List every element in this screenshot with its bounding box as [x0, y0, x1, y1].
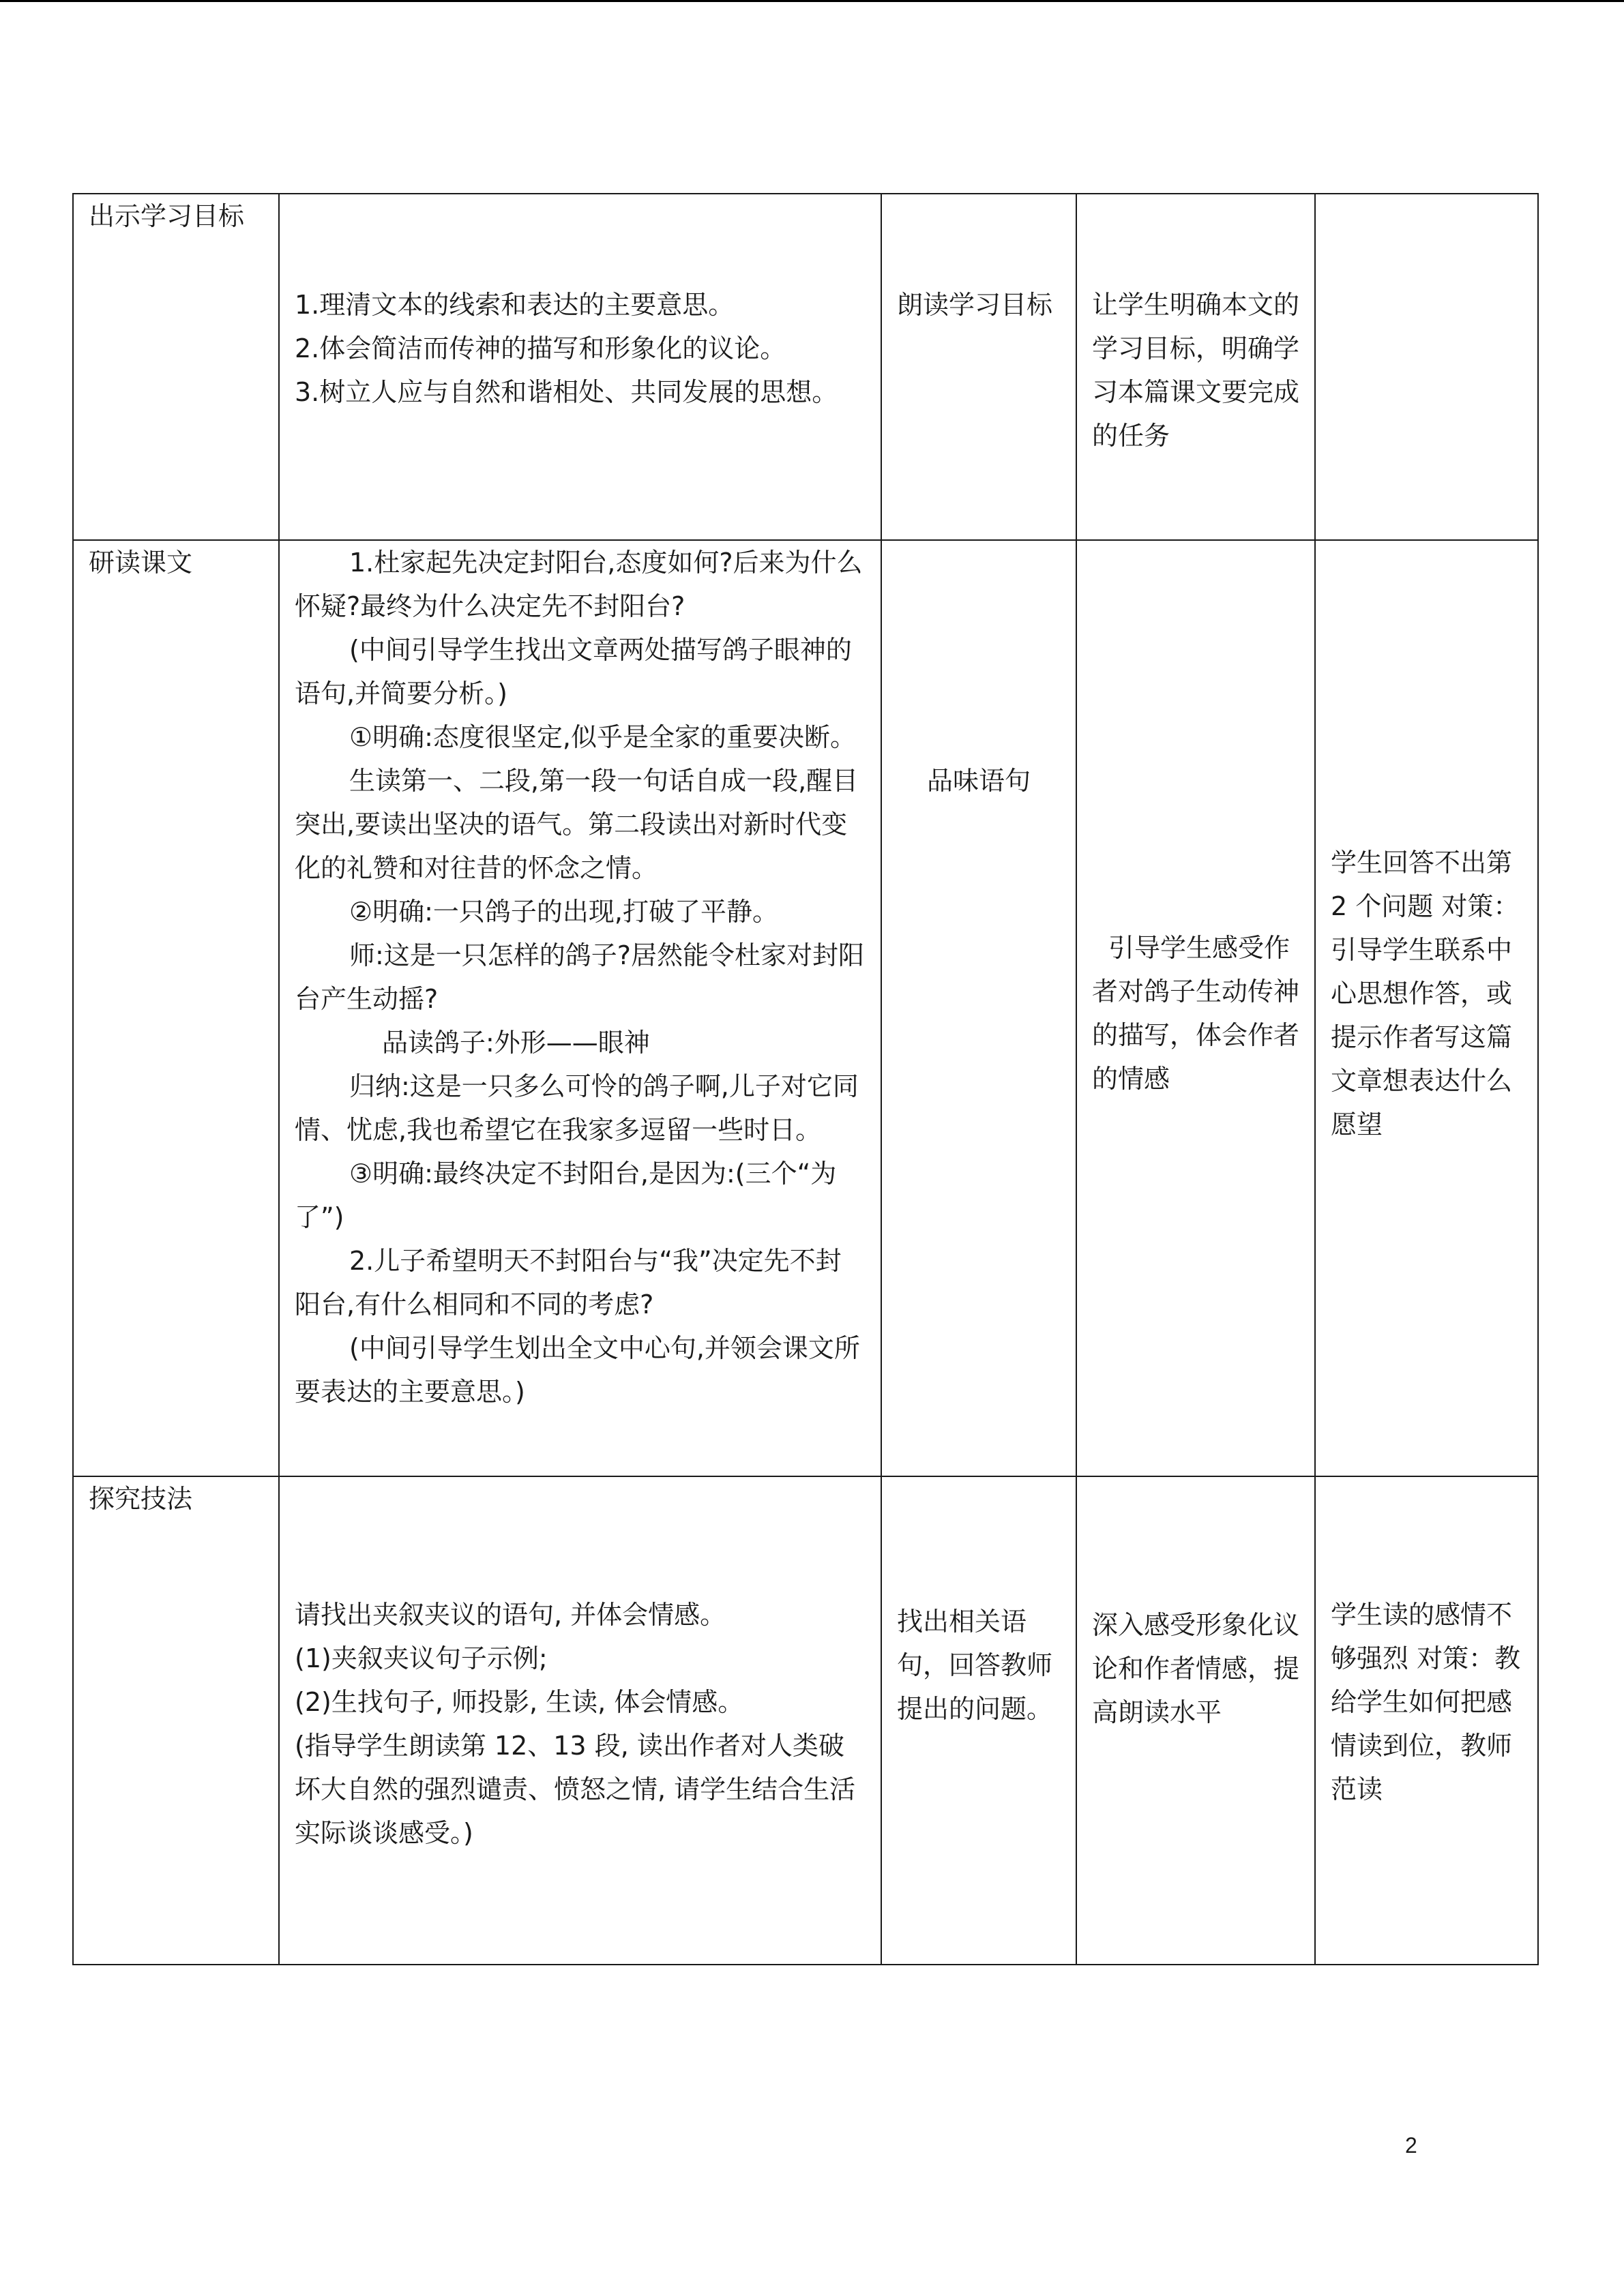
task-text: 请找出夹叙夹议的语句, 并体会情感。 [295, 1600, 726, 1630]
reading-focus: 品读鸽子:外形——眼神 [382, 1028, 650, 1058]
student-activity-cell [881, 540, 1076, 1476]
content-cell [279, 540, 881, 1476]
student-activity-text: 找出相关语句，回答教师提出的问题。 [897, 1607, 1053, 1724]
question-text: 1.杜家起先决定封阳台,态度如何?后来为什么怀疑?最终为什么决定先不封阳台? [295, 548, 863, 621]
lesson-plan-table [72, 193, 1539, 1965]
phase-cell [73, 1476, 279, 1965]
student-activity-cell [881, 1476, 1076, 1965]
student-activity-text: 朗读学习目标 [897, 290, 1053, 320]
difficulty-cell [1315, 194, 1538, 540]
page-number: 2 [1405, 2133, 1417, 2158]
question-text: 2.儿子希望明天不封阳台与“我”决定先不封阳台,有什么相同和不同的考虑? [295, 1246, 842, 1320]
student-activity-cell [881, 194, 1076, 540]
design-intent-cell [1076, 194, 1315, 540]
phase-cell [73, 540, 279, 1476]
guide-note: (指导学生朗读第 12、13 段, 读出作者对人类破坏大自然的强烈谴责、愤怒之情, 请学生结合生活实际谈谈感受。) [295, 1731, 856, 1848]
table-row [73, 1476, 1538, 1965]
answer-text: ③明确:最终决定不封阳台,是因为:(三个“为了”) [295, 1159, 837, 1232]
summary-text: 归纳:这是一只多么可怜的鸽子啊,儿子对它同情、忧虑,我也希望它在我家多逗留一些时日。 [295, 1071, 859, 1145]
difficulty-text: 学生读的感情不够强烈 对策：教给学生如何把感情读到位，教师范读 [1331, 1600, 1521, 1804]
design-intent-cell [1076, 1476, 1315, 1965]
phase-label: 出示学习目标 [89, 201, 245, 231]
guide-note: (中间引导学生划出全文中心句,并领会课文所要表达的主要意思。) [295, 1333, 860, 1407]
content-cell [279, 194, 881, 540]
objective-item: 3.树立人应与自然和谐相处、共同发展的思想。 [295, 377, 838, 407]
difficulty-cell [1315, 540, 1538, 1476]
design-intent-text: 引导学生感受作者对鸽子生动传神的描写，体会作者的情感 [1092, 933, 1300, 1094]
design-intent-cell [1076, 540, 1315, 1476]
phase-cell [73, 194, 279, 540]
difficulty-cell [1315, 1476, 1538, 1965]
content-cell [279, 1476, 881, 1965]
task-step: (2)生找句子, 师投影, 生读, 体会情感。 [295, 1687, 744, 1717]
reading-note: 生读第一、二段,第一段一句话自成一段,醒目突出,要读出坚决的语气。第二段读出对新时代变化的礼赞和对往昔的怀念之情。 [295, 766, 859, 883]
top-border-line [0, 0, 1624, 2]
teacher-question: 师:这是一只怎样的鸽子?居然能令杜家对封阳台产生动摇? [295, 940, 864, 1014]
objective-item: 1.理清文本的线索和表达的主要意思。 [295, 290, 735, 320]
phase-label: 探究技法 [89, 1484, 193, 1514]
task-step: (1)夹叙夹议句子示例; [295, 1643, 548, 1673]
design-intent-text: 让学生明确本文的学习目标，明确学习本篇课文要完成的任务 [1092, 290, 1300, 451]
guide-note: (中间引导学生找出文章两处描写鸽子眼神的语句,并简要分析。) [295, 635, 852, 709]
table-row [73, 540, 1538, 1476]
answer-text: ②明确:一只鸽子的出现,打破了平静。 [349, 897, 778, 927]
student-activity-text: 品味语句 [926, 766, 1031, 796]
table-row [73, 194, 1538, 540]
answer-text: ①明确:态度很坚定,似乎是全家的重要决断。 [349, 722, 856, 752]
objective-item: 2.体会简洁而传神的描写和形象化的议论。 [295, 333, 786, 363]
difficulty-text: 学生回答不出第 2 个问题 对策：引导学生联系中心思想作答，或提示作者写这篇文章想表达什么愿望 [1331, 848, 1520, 1139]
phase-label: 研读课文 [89, 548, 193, 578]
design-intent-text: 深入感受形象化议论和作者情感，提高朗读水平 [1092, 1610, 1300, 1727]
